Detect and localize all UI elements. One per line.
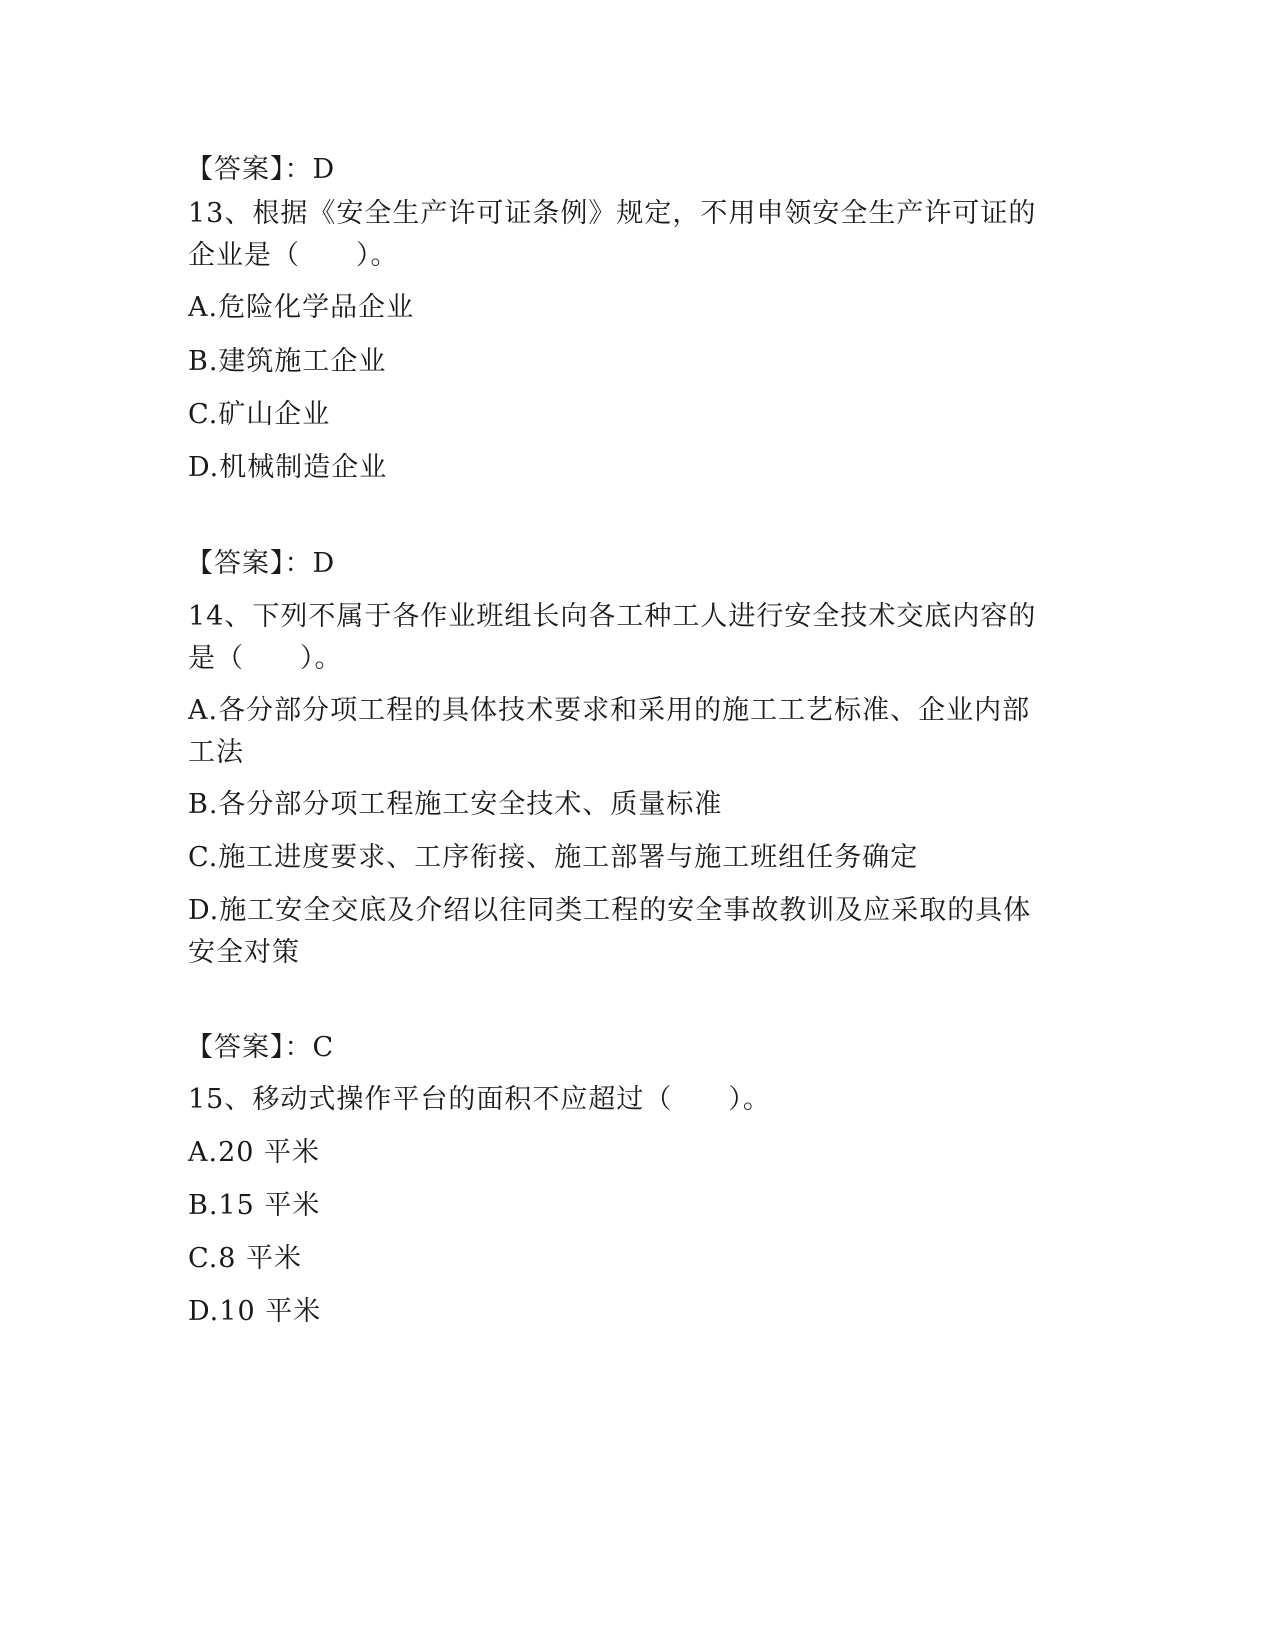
question-14-option-d-line2: 安全对策 [188, 937, 300, 968]
question-15-stem: 15、移动式操作平台的面积不应超过（ ）。 [188, 1084, 771, 1115]
question-14-option-d-line1: D.施工安全交底及介绍以往同类工程的安全事故教训及应采取的具体 [188, 895, 1032, 926]
question-13-stem-line1: 13、根据《安全生产许可证条例》规定，不用申领安全生产许可证的 [188, 198, 1037, 229]
question-15-option-a: A.20 平米 [188, 1137, 321, 1168]
answer-14: 【答案】：C [186, 1032, 335, 1063]
question-15-option-c: C.8 平米 [188, 1243, 303, 1274]
question-14-stem-line1: 14、下列不属于各作业班组长向各工种工人进行安全技术交底内容的 [188, 601, 1037, 632]
question-14-option-a-line1: A.各分部分项工程的具体技术要求和采用的施工工艺标准、企业内部 [188, 695, 1031, 726]
question-14-option-a-line2: 工法 [188, 737, 244, 768]
question-14-option-b: B.各分部分项工程施工安全技术、质量标准 [188, 789, 723, 820]
answer-12: 【答案】：D [186, 154, 336, 185]
question-13-stem-line2: 企业是（ ）。 [188, 240, 399, 271]
question-14-option-c: C.施工进度要求、工序衔接、施工部署与施工班组任务确定 [188, 842, 919, 873]
answer-13: 【答案】：D [186, 548, 336, 579]
question-13-option-c: C.矿山企业 [188, 399, 331, 430]
question-13-option-a: A.危险化学品企业 [188, 292, 415, 323]
question-13-option-b: B.建筑施工企业 [188, 346, 387, 377]
question-15-option-d: D.10 平米 [188, 1296, 322, 1327]
question-13-option-d: D.机械制造企业 [188, 452, 388, 483]
question-14-stem-line2: 是（ ）。 [188, 643, 343, 674]
question-15-option-b: B.15 平米 [188, 1190, 321, 1221]
